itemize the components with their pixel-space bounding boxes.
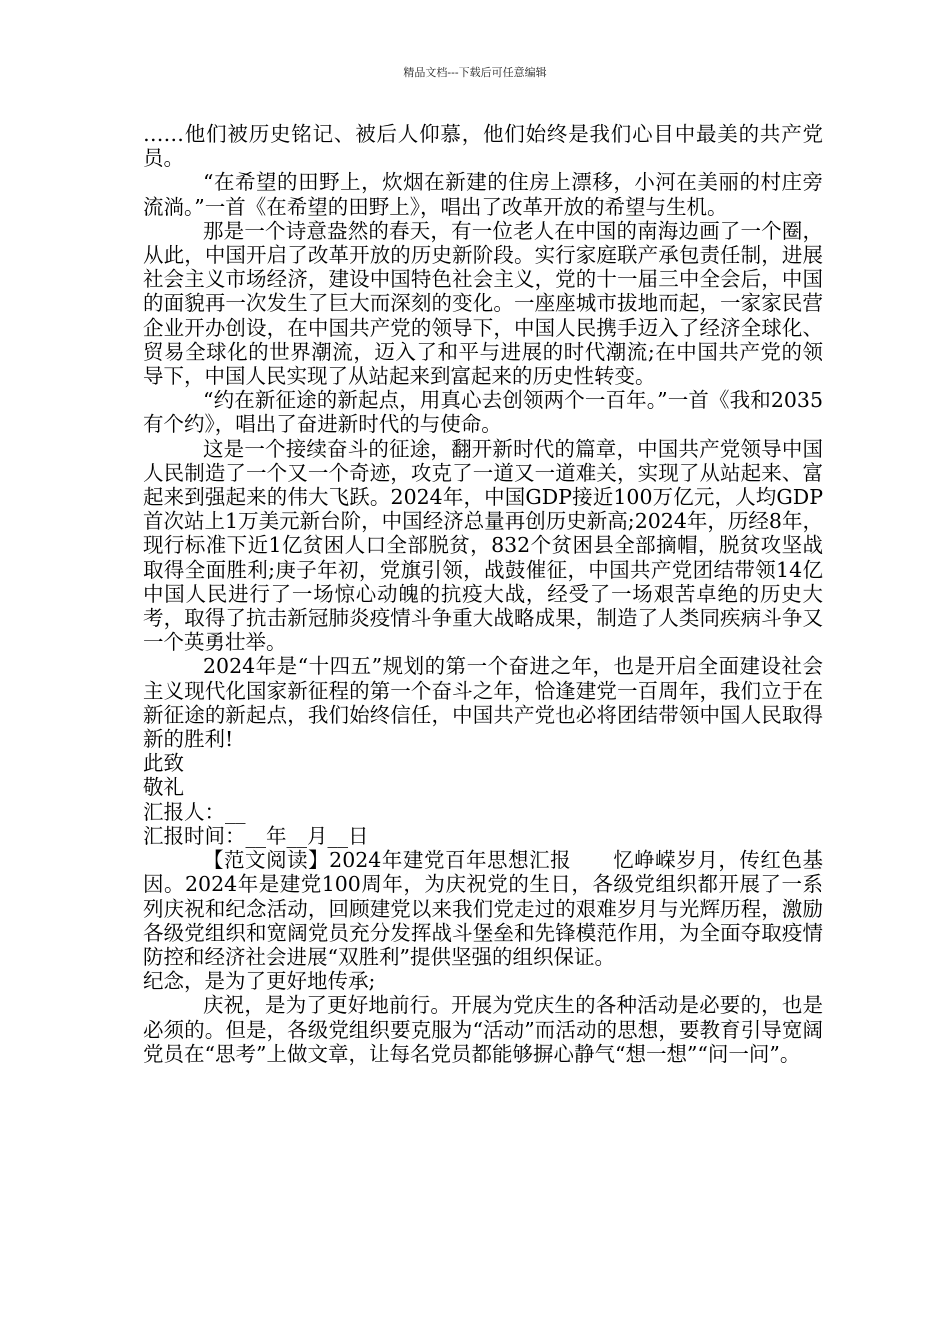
- closing-salutation: 此致: [143, 751, 184, 776]
- reporter-line: 汇报人：__: [143, 799, 246, 824]
- document-body: [143, 122, 823, 1066]
- page-header: 精品文档---下载后可任意编辑: [403, 66, 547, 79]
- paragraph-6: 2024年是“十四五”规划的第一个奋进之年，也是开启全面建设社会主义现代化国家新征程的第一个奋斗之年，恰逢建党一百周年，我们立于在新征途的新起点，我们始终信任，中国共产党也必将团结带领中国人民取得新的胜利!: [143, 654, 823, 752]
- paragraph-7: 【范文阅读】2024年建党百年思想汇报 忆峥嵘岁月，传红色基因。2024年是建党100周年，为庆祝党的生日，各级党组织都开展了一系列庆祝和纪念活动，回顾建党以来我们党走过的艰难岁月与光辉历程，激励各级党组织和宽阔党员充分发挥战斗堡垒和先锋模范作用，为全面夺取疫情防控和经济社会进展“双胜利”提供坚强的组织保证。: [143, 848, 823, 969]
- closing-regards: 敬礼: [143, 775, 184, 800]
- paragraph-2: “在希望的田野上，炊烟在新建的住房上漂移，小河在美丽的村庄旁流淌。”一首《在希望的田野上》，唱出了改革开放的希望与生机。: [143, 170, 823, 219]
- paragraph-5: 这是一个接续奋斗的征途，翻开新时代的篇章，中国共产党领导中国人民制造了一个又一个奇迹，攻克了一道又一道难关，实现了从站起来、富起来到强起来的伟大飞跃。2024年，中国GDP接近100万亿元，人均GDP首次站上1万美元新台阶，中国经济总量再创历史新高;2024年，历经8年，现行标准下近1亿贫困人口全部脱贫，832个贫困县全部摘帽，脱贫攻坚战取得全面胜利;庚子年初，党旗引领，战鼓催征，中国共产党团结带领14亿中国人民进行了一场惊心动魄的抗疫大战，经受了一场艰苦卓绝的历史大考，取得了抗击新冠肺炎疫情斗争重大战略成果，制造了人类同疾病斗争又一个英勇壮举。: [143, 436, 823, 655]
- paragraph-8: 纪念，是为了更好地传承;: [143, 969, 376, 994]
- paragraph-9: 庆祝，是为了更好地前行。开展为党庆生的各种活动是必要的，也是必须的。但是，各级党组织要克服为“活动”而活动的思想，要教育引导宽阔党员在“思考”上做文章，让每名党员都能够摒心静气“想一想”“问一问”。: [143, 993, 823, 1066]
- paragraph-3: 那是一个诗意盎然的春天，有一位老人在中国的南海边画了一个圈，从此，中国开启了改革开放的历史新阶段。实行家庭联产承包责任制，进展社会主义市场经济，建设中国特色社会主义，党的十一届三中全会后，中国的面貌再一次发生了巨大而深刻的变化。一座座城市拔地而起，一家家民营企业开办创设，在中国共产党的领导下，中国人民携手迈入了经济全球化、贸易全球化的世界潮流，迈入了和平与进展的时代潮流;在中国共产党的领导下，中国人民实现了从站起来到富起来的历史性转变。: [143, 218, 823, 389]
- report-date-line: 汇报时间：__年__月__日: [143, 823, 369, 848]
- paragraph-4: “约在新征途的新起点，用真心去创领两个一百年。”一首《我和2035有个约》，唱出了奋进新时代的与使命。: [143, 388, 823, 437]
- paragraph-1: ……他们被历史铭记、被后人仰慕，他们始终是我们心目中最美的共产党员。: [143, 122, 823, 171]
